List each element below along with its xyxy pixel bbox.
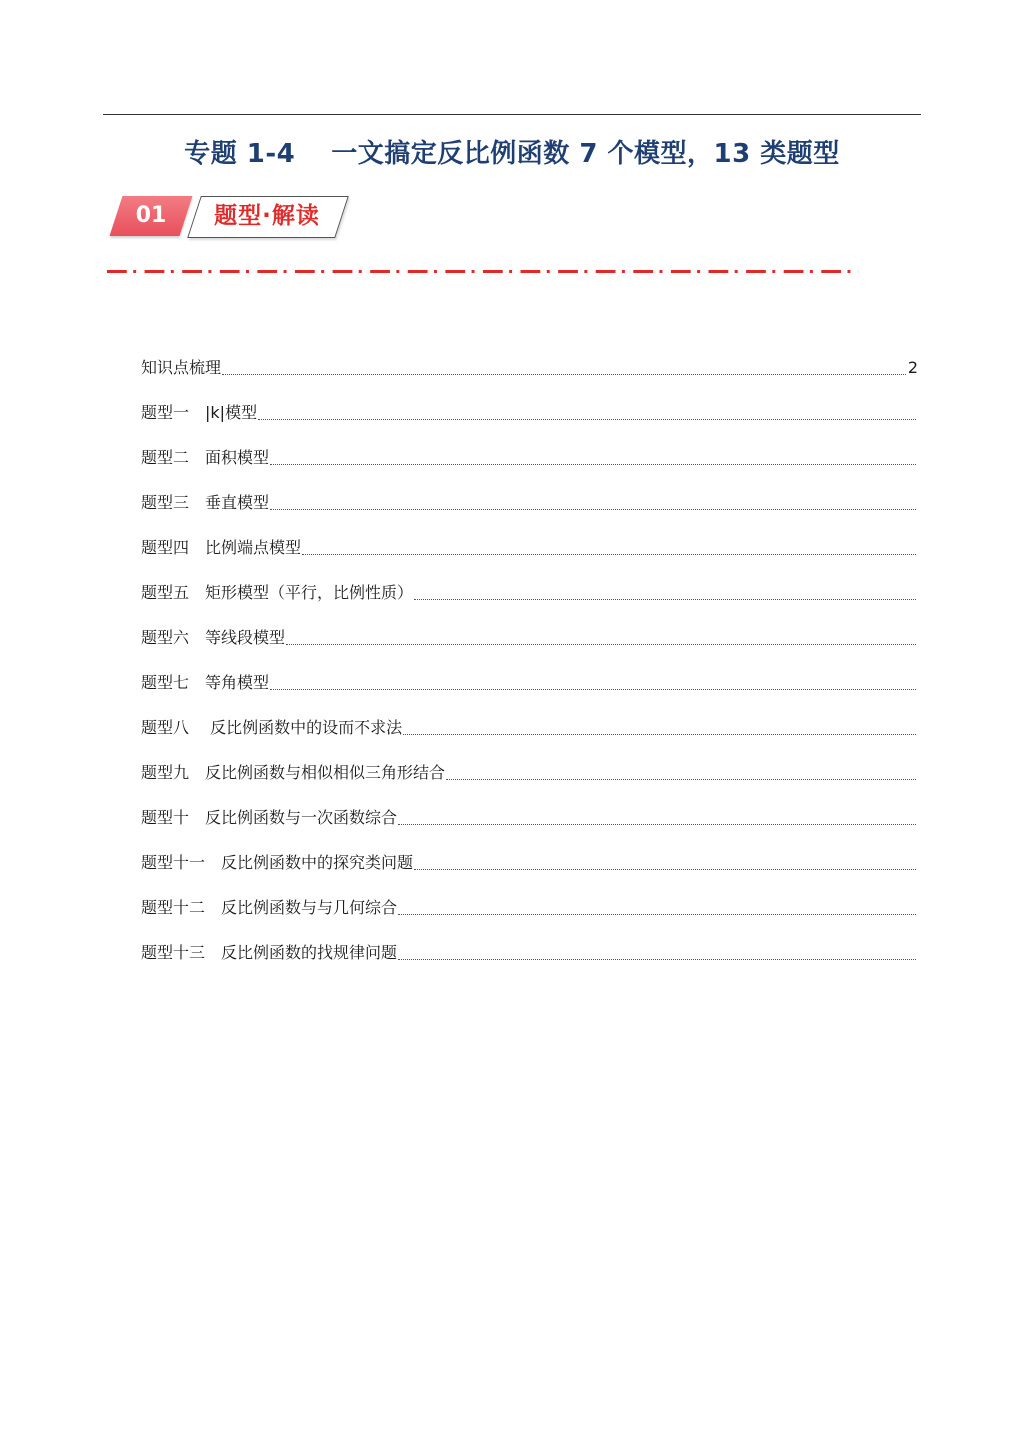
- toc-item-label: 题型七: [141, 673, 206, 692]
- toc-leader: [270, 689, 916, 690]
- toc-item-9[interactable]: [141, 761, 918, 806]
- toc-item-4[interactable]: [141, 536, 918, 581]
- toc-item-label: 题型一: [141, 403, 206, 422]
- toc-leader: [414, 869, 916, 870]
- toc-item-label: 题型十: [141, 808, 206, 827]
- toc-item-label: 题型十二: [141, 898, 222, 917]
- toc-item-label: 题型二: [141, 448, 206, 467]
- toc-leader: [398, 914, 916, 915]
- toc-item-13[interactable]: [141, 941, 918, 986]
- toc-leader: [270, 464, 916, 465]
- toc-item-title: 矩形模型（平行，比例性质）: [205, 583, 414, 602]
- toc-item-8[interactable]: [141, 716, 918, 761]
- toc-item-5[interactable]: [141, 581, 918, 626]
- toc-item-label: 题型五: [141, 583, 206, 602]
- toc-item-title: 垂直模型: [205, 493, 270, 512]
- toc-item-title: 等角模型: [205, 673, 270, 692]
- toc-leader: [286, 644, 916, 645]
- toc-item-title: 反比例函数中的探究类问题: [221, 853, 414, 872]
- toc-item-title: 面积模型: [205, 448, 270, 467]
- toc-item-3[interactable]: [141, 491, 918, 536]
- table-of-contents: [141, 356, 918, 986]
- toc-item-overview[interactable]: [141, 356, 918, 401]
- section-label: 题型·解读: [214, 203, 320, 229]
- toc-leader: [414, 599, 916, 600]
- toc-leader: [270, 509, 916, 510]
- header-rule: [103, 114, 921, 115]
- toc-item-title: 反比例函数的找规律问题: [221, 943, 398, 962]
- toc-leader: [446, 779, 916, 780]
- toc-item-label: 题型八: [141, 718, 211, 737]
- toc-item-title: 反比例函数与一次函数综合: [205, 808, 398, 827]
- toc-item-label: 题型三: [141, 493, 206, 512]
- toc-item-label: 题型六: [141, 628, 206, 647]
- document-title: 专题 1-4 一文搞定反比例函数 7 个模型，13 类题型: [184, 139, 840, 169]
- toc-item-6[interactable]: [141, 626, 918, 671]
- toc-item-11[interactable]: [141, 851, 918, 896]
- toc-item-2[interactable]: [141, 446, 918, 491]
- toc-item-label: 知识点梳理: [141, 358, 222, 377]
- toc-item-label: 题型十一: [141, 853, 222, 872]
- toc-item-title: 比例端点模型: [205, 538, 302, 557]
- toc-item-1[interactable]: [141, 401, 918, 446]
- toc-item-12[interactable]: [141, 896, 918, 941]
- toc-leader: [302, 554, 916, 555]
- toc-item-title: |k|模型: [205, 403, 258, 422]
- toc-item-10[interactable]: [141, 806, 918, 851]
- toc-item-title: 等线段模型: [205, 628, 286, 647]
- toc-leader: [398, 824, 916, 825]
- toc-item-title: 反比例函数中的设而不求法: [210, 718, 403, 737]
- section-divider: [107, 270, 859, 273]
- toc-leader: [403, 734, 916, 735]
- toc-leader: [222, 374, 906, 375]
- section-number: 01: [135, 203, 167, 228]
- toc-leader: [398, 959, 916, 960]
- toc-item-label: 题型九: [141, 763, 206, 782]
- toc-item-label: 题型四: [141, 538, 206, 557]
- section-badge: [110, 196, 350, 238]
- toc-item-label: 题型十三: [141, 943, 222, 962]
- toc-item-title: 反比例函数与相似相似三角形结合: [205, 763, 446, 782]
- toc-item-page: 2: [907, 358, 918, 377]
- toc-item-title: 反比例函数与与几何综合: [221, 898, 398, 917]
- toc-leader: [258, 419, 916, 420]
- toc-item-7[interactable]: [141, 671, 918, 716]
